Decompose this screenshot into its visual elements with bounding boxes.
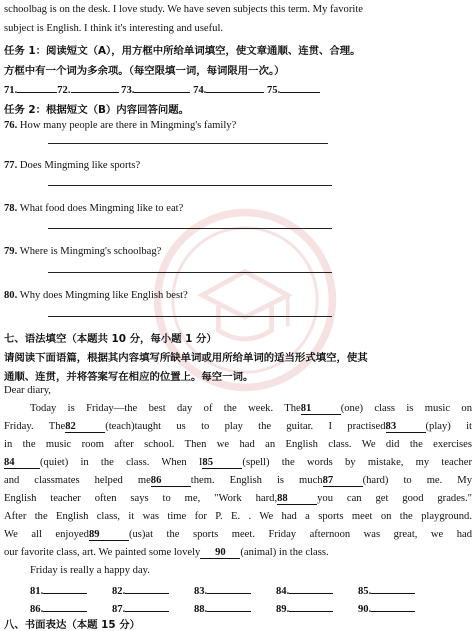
answer-cell-82: 82. (112, 583, 169, 597)
diary-line-1: Today is Friday—the best day of the week. The81 (one) class is music on (30, 403, 472, 414)
answer-blank[interactable] (371, 601, 415, 612)
task1-instruction: 任务 1：阅读短文（A），用方框中所给单词填空，使文章通顺、连贯、合理。 (4, 45, 361, 57)
answer-cell-84: 84. (276, 583, 333, 597)
question-78: 78. What food does Mingming like to eat? (4, 203, 184, 214)
blank-84[interactable]: 84 (4, 457, 40, 469)
answer-line-78[interactable] (48, 228, 332, 229)
answer-cell-90: 90. (358, 601, 415, 615)
answer-blank[interactable] (43, 601, 87, 612)
answer-line-80[interactable] (48, 316, 332, 317)
answer-blank[interactable] (17, 82, 57, 93)
answer-cell-89: 89. (276, 601, 333, 615)
answer-line-76[interactable] (48, 143, 328, 144)
blank-90[interactable]: 90 (200, 547, 240, 559)
blank-number: 74. (193, 85, 207, 96)
blank-82[interactable]: 82 (65, 421, 105, 433)
diary-line-3: in the music room after school. Then we had an English class. We did the exercises (4, 439, 472, 450)
task2-title: 任务 2：根据短文（B）内容回答问题。 (4, 104, 190, 116)
diary-line-4: 84 (quiet) in the class. When I85 (spell) the words by mistake, my teacher (4, 457, 472, 468)
blank-83[interactable]: 83 (386, 421, 426, 433)
diary-closing: Friday is really a happy day. (30, 565, 150, 576)
blank-86[interactable]: 86 (151, 475, 191, 487)
blank-number: 75. (266, 85, 281, 96)
section7-instruction: 通顺、连贯，并将答案写在相应的位置上。每空一词。 (4, 371, 254, 383)
salutation: Dear diary, (4, 385, 51, 396)
answer-blank[interactable] (134, 82, 190, 93)
answer-cell-81: 81. (30, 583, 87, 597)
answer-cell-83: 83. (194, 583, 251, 597)
answer-blank[interactable] (206, 82, 264, 93)
diary-line-2: Friday. The82 (teach)taught us to play the guitar. I practised83 (play) it (4, 421, 472, 432)
answer-blank[interactable] (207, 601, 251, 612)
section7-title: 七、语法填空（本题共 10 分，每小题 1 分） (4, 333, 217, 345)
answer-blank[interactable] (289, 583, 333, 594)
task1-answer-row (4, 82, 320, 96)
question-79: 79. Where is Mingming's schoolbag? (4, 246, 162, 257)
answer-blank[interactable] (125, 583, 169, 594)
diary-line-9: our favorite class, art. We painted some lovely 90 (animal) in the class. (4, 547, 329, 558)
answer-blank[interactable] (289, 601, 333, 612)
answer-cell-88: 88. (194, 601, 251, 615)
answer-blank[interactable] (371, 583, 415, 594)
diary-line-5: and classmates helped me86 them. English is much87 (hard) to me. My (4, 475, 472, 486)
blank-85[interactable]: 85 (202, 457, 242, 469)
passage-text-line: subject is English. I think it's interesting and useful. (4, 23, 224, 34)
blank-number: 73. (121, 85, 135, 96)
passage-text-line: schoolbag is on the desk. I love study. We have seven subjects this term. My favorite (4, 4, 363, 15)
question-77: 77. Does Mingming like sports? (4, 160, 141, 171)
answer-blank[interactable] (207, 583, 251, 594)
answer-cell-86: 86. (30, 601, 87, 615)
answer-line-77[interactable] (48, 185, 332, 186)
answer-line-79[interactable] (48, 272, 332, 273)
answer-blank[interactable] (280, 82, 320, 93)
answer-blank[interactable] (125, 601, 169, 612)
diary-line-6: English teacher often says to me, "Work hard,88 you can get good grades." (4, 493, 472, 504)
answer-blank[interactable] (71, 82, 119, 93)
blank-87[interactable]: 87 (323, 475, 363, 487)
diary-line-7: After the English class, it was time for P. E. . We had a sports meet on the playground. (4, 511, 472, 522)
blank-number: 72. (57, 85, 71, 96)
blank-81[interactable]: 81 (301, 403, 341, 415)
answer-cell-87: 87. (112, 601, 169, 615)
blank-88[interactable]: 88 (277, 493, 317, 505)
diary-line-8: We all enjoyed89 (us)at the sports meet. Friday afternoon was great, we had (4, 529, 473, 540)
question-80: 80. Why does Mingming like English best? (4, 290, 188, 301)
question-76: 76. How many people are there in Mingming's family? (4, 120, 237, 131)
section8-title: 八、书面表达（本题 15 分） (4, 619, 140, 631)
answer-blank[interactable] (43, 583, 87, 594)
task1-instruction: 方框中有一个词为多余项。（每空限填一词，每词限用一次。） (4, 65, 285, 77)
answer-cell-85: 85. (358, 583, 415, 597)
section7-instruction: 请阅读下面语篇，根据其内容填写所缺单词或用所给单词的适当形式填空，使其 (4, 352, 368, 364)
blank-89[interactable]: 89 (89, 529, 129, 541)
blank-number: 71. (4, 85, 18, 96)
